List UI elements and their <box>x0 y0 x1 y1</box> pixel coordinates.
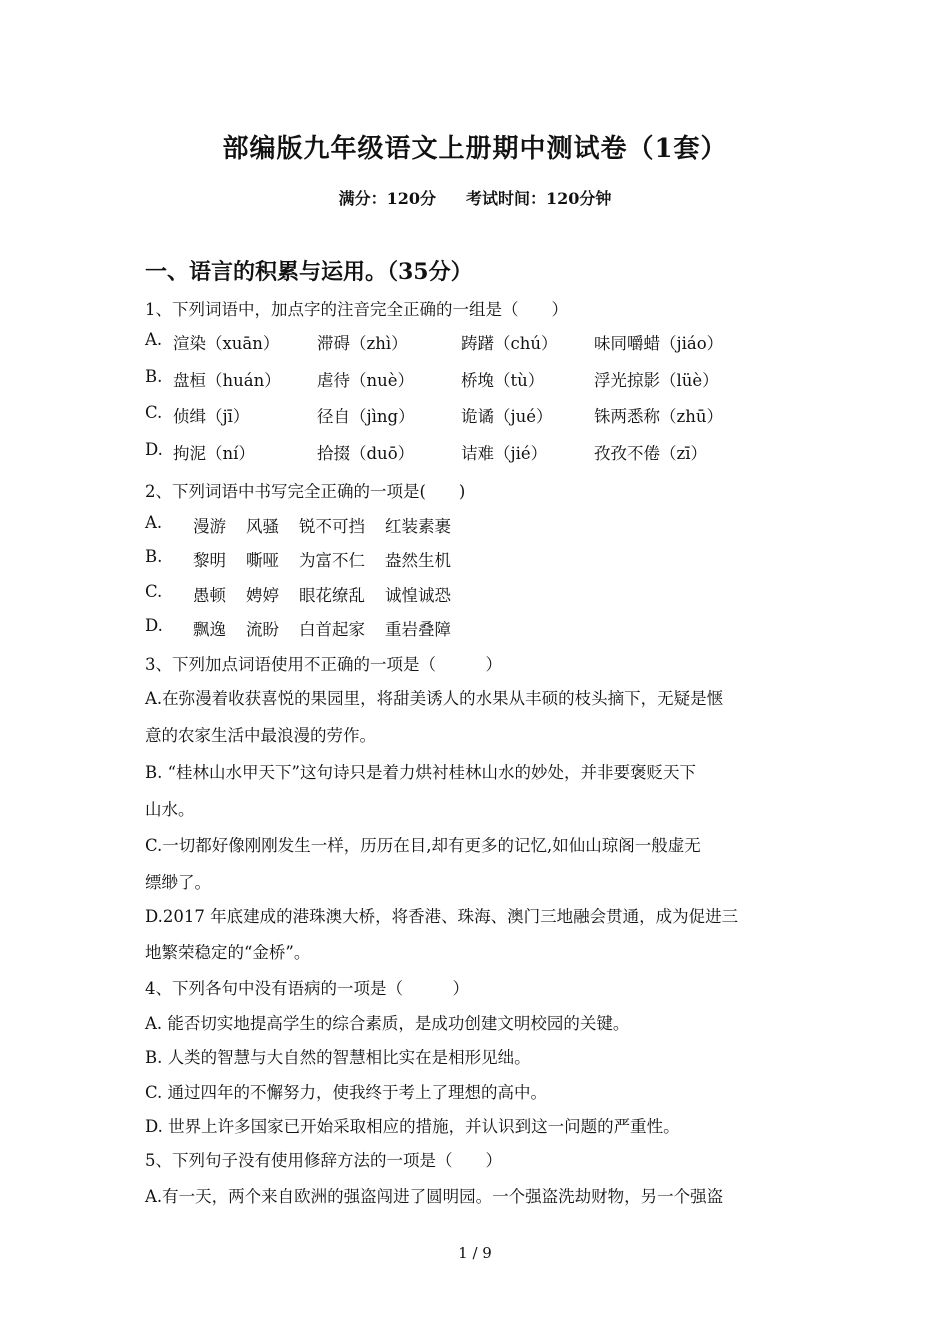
option-item: 铢两悉称（zhū） <box>594 407 723 426</box>
option-item: 拾掇（duō） <box>317 444 415 463</box>
option-item: 孜孜不倦（zī） <box>594 444 707 463</box>
option-item: 盎然生机 <box>385 551 451 570</box>
question-3-stem: 3、下列加点词语使用不正确的一项是（ ） <box>145 655 502 674</box>
exam-time: 考试时间：120分钟 <box>466 189 612 208</box>
option-item: 盘桓（huán） <box>173 371 281 390</box>
question-3-option-c-cont: 缥缈了。 <box>145 873 211 892</box>
option-item: 虐待（nuè） <box>317 371 415 390</box>
option-item: 诡谲（jué） <box>461 407 553 426</box>
question-3-option-d-cont: 地繁荣稳定的“金桥”。 <box>145 943 311 962</box>
question-4-stem: 4、下列各句中没有语病的一项是（ ） <box>145 979 469 998</box>
question-5-stem: 5、下列句子没有使用修辞方法的一项是（ ） <box>145 1151 502 1170</box>
option-item: 踌躇（chú） <box>461 334 558 353</box>
question-2-option-b <box>145 547 471 571</box>
question-3-option-d: D.2017 年底建成的港珠澳大桥，将香港、珠海、澳门三地融会贯通，成为促进三 <box>145 907 739 926</box>
option-label: B. <box>145 367 163 386</box>
option-label: D. <box>145 440 163 459</box>
option-item: 径自（jìng） <box>317 407 415 426</box>
question-1-option-c <box>145 403 723 427</box>
option-label: C. <box>145 582 163 601</box>
question-1-option-d <box>145 440 707 464</box>
question-2-option-d <box>145 616 471 640</box>
question-4-option-b: B. 人类的智慧与大自然的智慧相比实在是相形见绌。 <box>145 1048 531 1067</box>
page-title: 部编版九年级语文上册期中测试卷（1套） <box>222 134 728 164</box>
question-4-option-d: D. 世界上许多国家已开始采取相应的措施，并认识到这一问题的严重性。 <box>145 1117 680 1136</box>
question-2-option-a <box>145 513 471 537</box>
option-label: A. <box>145 513 163 532</box>
section-heading: 一、语言的积累与运用。（35分） <box>145 259 473 285</box>
option-item: 侦缉（jī） <box>173 407 250 426</box>
question-3-option-a-cont: 意的农家生活中最浪漫的劳作。 <box>145 726 376 745</box>
option-item: 愚顿 <box>193 586 226 605</box>
option-item: 黎明 <box>193 551 226 570</box>
option-label: B. <box>145 547 163 566</box>
option-item: 风骚 <box>246 517 279 536</box>
option-label: D. <box>145 616 163 635</box>
option-item: 诚惶诚恐 <box>385 586 451 605</box>
option-item: 味同嚼蜡（jiáo） <box>594 334 724 353</box>
option-item: 拘泥（ní） <box>173 444 255 463</box>
option-label: C. <box>145 403 163 422</box>
question-3-option-c: C.一切都好像刚刚发生一样，历历在目,却有更多的记忆,如仙山琼阁一般虚无 <box>145 836 701 855</box>
option-label: A. <box>145 330 163 349</box>
option-item: 嘶哑 <box>246 551 279 570</box>
question-5-option-a: A.有一天，两个来自欧洲的强盗闯进了圆明园。一个强盗洗劫财物，另一个强盗 <box>145 1187 724 1206</box>
option-item: 白首起家 <box>299 620 365 639</box>
option-item: 浮光掠影（lüè） <box>594 371 719 390</box>
question-4-option-c: C. 通过四年的不懈努力，使我终于考上了理想的高中。 <box>145 1083 548 1102</box>
option-item: 飘逸 <box>193 620 226 639</box>
option-item: 重岩叠障 <box>385 620 451 639</box>
question-1-stem: 1、下列词语中，加点字的注音完全正确的一组是（ ） <box>145 300 568 319</box>
question-2-option-c <box>145 582 471 606</box>
question-4-option-a: A. 能否切实地提高学生的综合素质，是成功创建文明校园的关键。 <box>145 1014 630 1033</box>
question-3-option-a: A.在弥漫着收获喜悦的果园里，将甜美诱人的水果从丰硕的枝头摘下，无疑是惬 <box>145 689 724 708</box>
option-item: 诘难（jié） <box>461 444 548 463</box>
option-item: 漫游 <box>193 517 226 536</box>
option-item: 桥堍（tù） <box>461 371 545 390</box>
option-item: 渲染（xuān） <box>173 334 280 353</box>
option-item: 眼花缭乱 <box>299 586 365 605</box>
option-item: 滞碍（zhì） <box>317 334 408 353</box>
option-item: 为富不仁 <box>299 551 365 570</box>
option-item: 锐不可挡 <box>299 517 365 536</box>
option-item: 流盼 <box>246 620 279 639</box>
question-2-stem: 2、下列词语中书写完全正确的一项是( ) <box>145 482 466 501</box>
exam-meta <box>0 186 950 209</box>
question-1-option-b <box>145 367 719 391</box>
question-3-option-b-cont: 山水。 <box>145 800 195 819</box>
option-item: 红装素裹 <box>385 517 451 536</box>
question-1-option-a <box>145 330 723 354</box>
option-item: 娉婷 <box>246 586 279 605</box>
full-score: 满分：120分 <box>338 189 436 208</box>
page-number: 1 / 9 <box>458 1244 492 1262</box>
question-3-option-b: B. “桂林山水甲天下”这句诗只是着力烘衬桂林山水的妙处，并非要褒贬天下 <box>145 763 696 782</box>
